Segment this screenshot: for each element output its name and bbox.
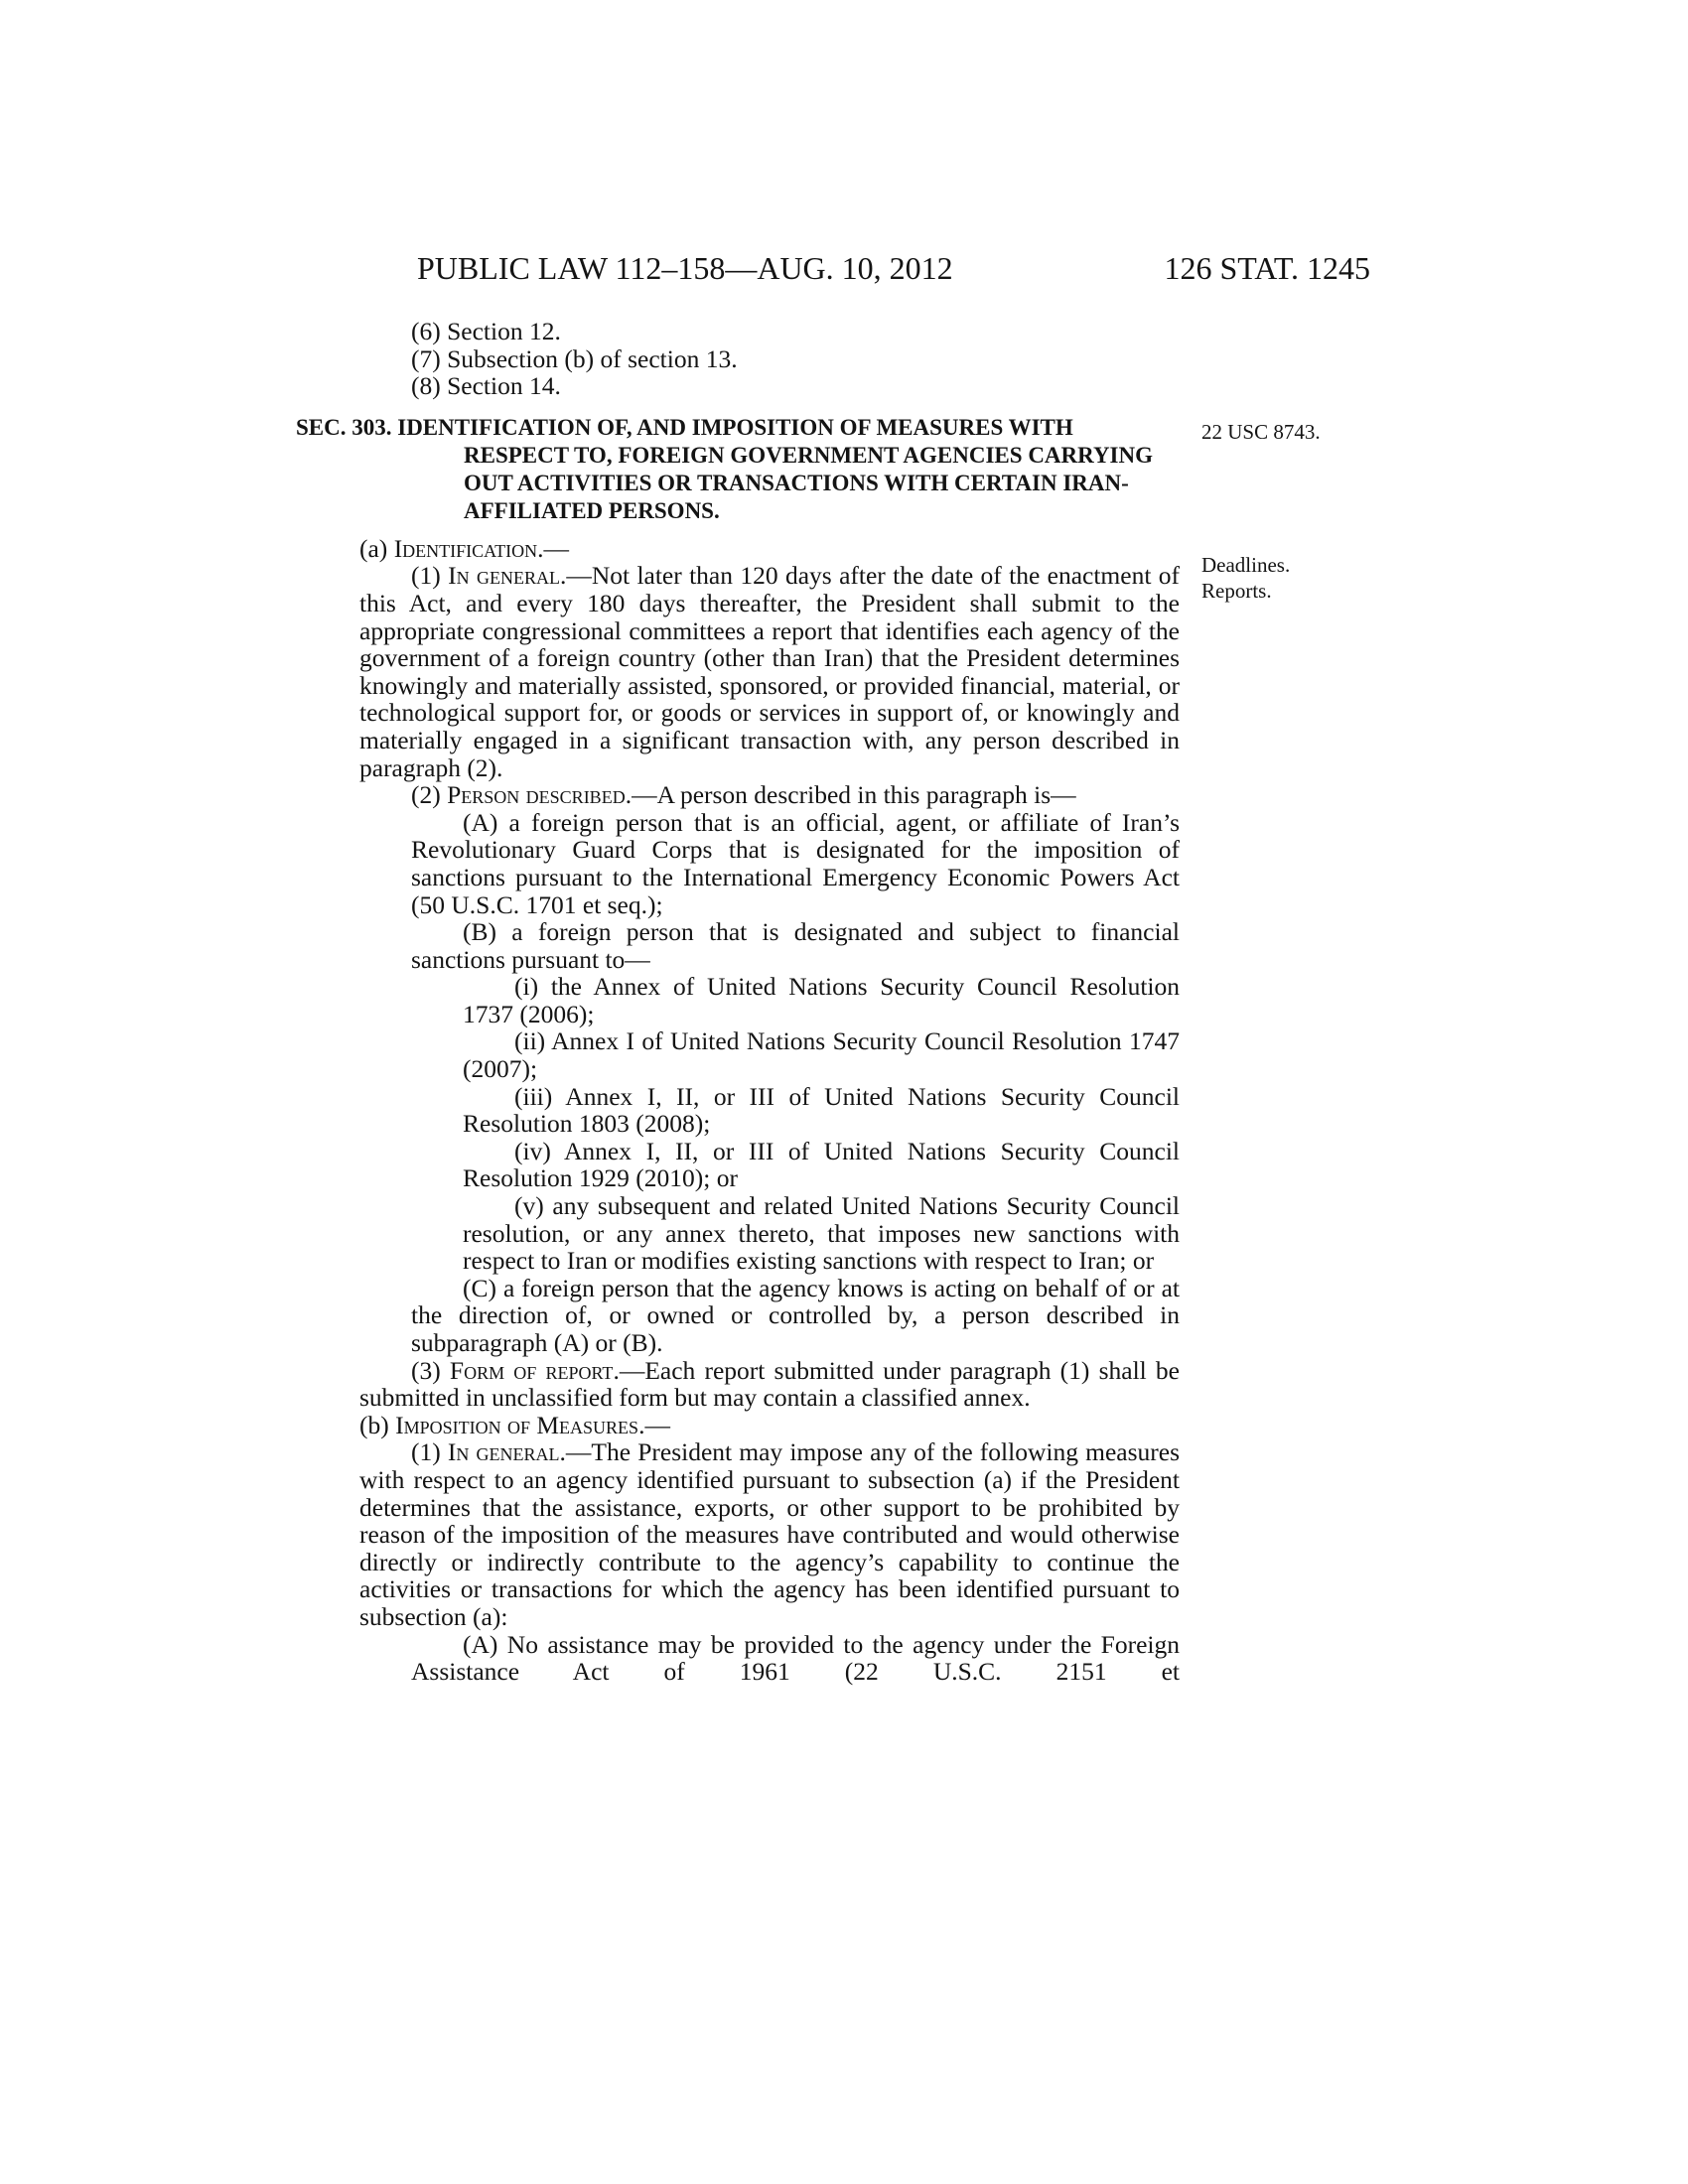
margin-note-usc: 22 USC 8743. bbox=[1201, 420, 1321, 444]
paragraph-a2-text: .—A person described in this paragraph is— bbox=[625, 780, 1076, 810]
clause-a2-B-v: (v) any subsequent and related United Nations Security Council resolution, or any annex thereto, that imposes new sanctions with respect to Iran or modifies existing sanctions with respect to Iran; or bbox=[463, 1191, 1180, 1276]
margin-note-reports: Reports. bbox=[1201, 579, 1272, 603]
subsection-a-title: Identification bbox=[393, 533, 538, 563]
subsection-a-heading bbox=[359, 535, 1180, 563]
subsection-b-title: Imposition of Measures bbox=[395, 1410, 639, 1439]
subsection-b-label: (b) bbox=[359, 1410, 396, 1439]
paragraph-a2-title: Person described bbox=[447, 780, 626, 810]
clause-a2-B-i: (i) the Annex of United Nations Security Council Resolution 1737 (2006); bbox=[463, 972, 1180, 1028]
margin-note-deadlines: Deadlines. bbox=[1201, 553, 1291, 577]
section-title: IDENTIFICATION OF, AND IMPOSITION OF MEASURES WITH RESPECT TO, FOREIGN GOVERNMENT AGENCIES CARRYING OUT ACTIVITIES OR TRANSACTIONS WITH CERTAIN IRAN-AFFILIATED PERSONS. bbox=[397, 414, 1154, 523]
subparagraph-b1-A: (A) No assistance may be provided to the agency under the Foreign Assistance Act of 1961 (22 U.S.C. 2151 et bbox=[411, 1629, 1180, 1687]
paragraph-b1-text: .—The President may impose any of the following measures with respect to an agency identified pursuant to subsection (a) if the President determines that the assistance, exports, or other support to be prohibited by reason of the imposition of the measures have contributed and would otherwise directly or indirectly contribute to the agency’s capability to continue the activities or transactions for which the agency has been identified pursuant to subsection (a): bbox=[359, 1437, 1180, 1631]
paragraph-a1-title: In general bbox=[448, 561, 560, 591]
paragraph-a3 bbox=[359, 1357, 1180, 1412]
header-law-citation: PUBLIC LAW 112–158—AUG. 10, 2012 bbox=[417, 250, 953, 286]
subsection-b-dash: .— bbox=[638, 1410, 670, 1439]
paragraph-a1-label: (1) bbox=[411, 561, 449, 591]
paragraph-a3-title: Form of report bbox=[449, 1355, 614, 1385]
paragraph-a1 bbox=[359, 562, 1180, 781]
running-header bbox=[417, 246, 1370, 290]
paragraph-a2-label: (2) bbox=[411, 780, 448, 810]
paragraph-b1-title: In general bbox=[447, 1437, 560, 1467]
section-number: SEC. 303. bbox=[296, 414, 392, 440]
paragraph-a3-text: .—Each report submitted under paragraph (1) shall be submitted in unclassified form but may contain a classified annex. bbox=[359, 1355, 1181, 1413]
paragraph-b1-label: (1) bbox=[411, 1437, 448, 1467]
clause-a2-B-ii: (ii) Annex I of United Nations Security Council Resolution 1747 (2007); bbox=[463, 1026, 1180, 1084]
subsection-a-dash: .— bbox=[537, 533, 570, 563]
subsection-a-label: (a) bbox=[359, 533, 394, 563]
section-heading bbox=[296, 414, 1180, 525]
subsection-b-heading bbox=[359, 1412, 1180, 1439]
item-8: (8) Section 14. bbox=[411, 371, 561, 401]
document-body bbox=[296, 317, 1181, 1687]
paragraph-b1 bbox=[359, 1438, 1180, 1630]
header-stat-page: 126 STAT. 1245 bbox=[1164, 250, 1370, 286]
paragraph-a1-text: .—Not later than 120 days after the date of the enactment of this Act, and every 180 days thereafter, the President shall submit to the appropriate congressional committees a report that identifies each agency of the government of a foreign country (other than Iran) that the President determines knowingly and materially assisted, sponsored, or provided financial, material, or technological support for, or goods or services in support of, or knowingly and materially engaged in a significant transaction with, any person described in paragraph (2). bbox=[359, 561, 1181, 782]
item-7: (7) Subsection (b) of section 13. bbox=[411, 343, 738, 373]
clause-a2-B-iv: (iv) Annex I, II, or III of United Nations Security Council Resolution 1929 (2010); or bbox=[463, 1136, 1180, 1193]
paragraph-a2 bbox=[359, 781, 1180, 809]
subparagraph-a2-B: (B) a foreign person that is designated and subject to financial sanctions pursuant to— bbox=[411, 917, 1180, 974]
clause-a2-B-iii: (iii) Annex I, II, or III of United Nations Security Council Resolution 1803 (2008); bbox=[463, 1081, 1180, 1139]
item-6: (6) Section 12. bbox=[411, 317, 561, 345]
subparagraph-a2-C: (C) a foreign person that the agency knows is acting on behalf of or at the direction of, or owned or controlled by, a person described in subparagraph (A) or (B). bbox=[411, 1273, 1180, 1357]
subparagraph-a2-A: (A) a foreign person that is an official, agent, or affiliate of Iran’s Revolutionary Guard Corps that is designated for the imposition of sanctions pursuant to the International Emergency Economic Powers Act (50 U.S.C. 1701 et seq.); bbox=[411, 807, 1180, 919]
paragraph-a3-label: (3) bbox=[411, 1355, 450, 1385]
